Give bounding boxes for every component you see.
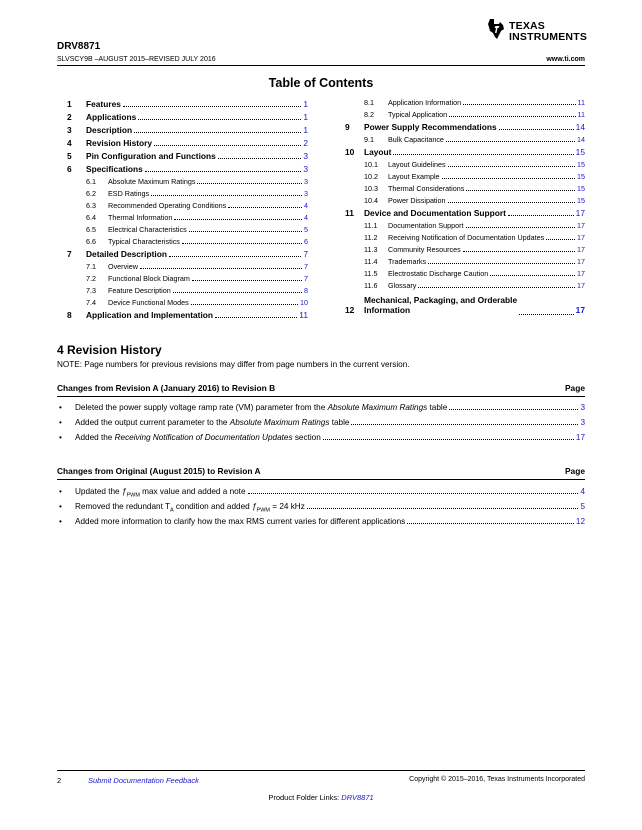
dot-leader xyxy=(448,160,575,167)
toc-entry-page-link[interactable]: 3 xyxy=(304,177,308,186)
toc-entry[interactable] xyxy=(67,164,308,175)
change-page-link[interactable]: 3 xyxy=(580,418,585,427)
dot-leader xyxy=(449,110,575,117)
change-item xyxy=(57,487,585,499)
toc-entry-number: 3 xyxy=(67,125,72,135)
toc-entry-number: 9.1 xyxy=(364,135,374,144)
change-text xyxy=(75,517,405,526)
change-page-link[interactable]: 4 xyxy=(580,487,585,496)
toc-entry-number: 8 xyxy=(67,310,72,320)
toc-entry-number: 7.2 xyxy=(86,274,96,283)
toc-entry[interactable] xyxy=(345,147,585,158)
toc-entry[interactable] xyxy=(345,208,585,219)
toc-entry-page-link[interactable]: 3 xyxy=(303,151,308,161)
toc-entry-page-link[interactable]: 3 xyxy=(303,164,308,174)
change-page-link[interactable]: 5 xyxy=(580,502,585,511)
dot-leader xyxy=(182,237,302,244)
product-folder-label: Product Folder Links: xyxy=(268,793,342,802)
dot-leader xyxy=(448,196,575,203)
toc-entry-number: 6.5 xyxy=(86,225,96,234)
toc-entry-page-link[interactable]: 17 xyxy=(577,257,585,266)
toc-entry[interactable] xyxy=(86,286,308,297)
toc-entry-number: 7.1 xyxy=(86,262,96,271)
toc-entry[interactable] xyxy=(67,249,308,260)
toc-entry-label: Features xyxy=(86,99,121,109)
dot-leader xyxy=(466,221,575,228)
dot-leader xyxy=(393,148,573,155)
dot-leader xyxy=(134,126,301,133)
toc-entry-number: 5 xyxy=(67,151,72,161)
toc-entry-label: Description xyxy=(86,125,133,135)
revision-line: SLVSCY9B –AUGUST 2015–REVISED JULY 2016 xyxy=(57,56,216,63)
change-page-link[interactable]: 3 xyxy=(580,403,585,412)
toc-entry-number: 11 xyxy=(345,208,354,218)
toc-entry-label: Functional Block Diagram xyxy=(108,274,190,283)
toc-entry-page-link[interactable]: 17 xyxy=(577,221,585,230)
toc-entry-label: Layout Guidelines xyxy=(388,160,446,169)
toc-entry-page-link[interactable]: 15 xyxy=(577,196,585,205)
toc-entry[interactable] xyxy=(345,122,585,133)
toc-entry-label: Typical Application xyxy=(388,110,448,119)
toc-entry-page-link[interactable]: 15 xyxy=(577,172,585,181)
toc-entry-number: 6.6 xyxy=(86,237,96,246)
toc-entry[interactable] xyxy=(364,172,585,183)
change-item xyxy=(57,517,585,529)
product-folder-links xyxy=(0,793,642,802)
toc-entry-number: 11.2 xyxy=(364,233,378,242)
toc-entry[interactable] xyxy=(364,257,585,268)
toc-entry-number: 9 xyxy=(345,122,350,132)
change-text xyxy=(75,487,246,499)
dot-leader xyxy=(197,177,302,184)
toc-entry[interactable] xyxy=(364,110,585,121)
changes-heading-text: Changes from Revision A (January 2016) to Revision B xyxy=(57,383,276,393)
dot-leader xyxy=(228,201,302,208)
toc-entry[interactable] xyxy=(86,201,308,212)
toc-entry[interactable] xyxy=(364,160,585,171)
toc-entry-label: Specifications xyxy=(86,164,143,174)
toc-entry-number: 6.1 xyxy=(86,177,96,186)
toc-entry-label: Absolute Maximum Ratings xyxy=(108,177,196,186)
dot-leader xyxy=(490,269,575,276)
dot-leader xyxy=(145,165,302,172)
toc-entry-page-link[interactable]: 2 xyxy=(303,138,308,148)
toc-entry-page-link[interactable]: 15 xyxy=(577,184,585,193)
toc-entry-page-link[interactable]: 17 xyxy=(577,269,585,278)
toc-entry-page-link[interactable]: 7 xyxy=(304,262,308,271)
toc-entry-number: 11.5 xyxy=(364,269,378,278)
changes-heading-a xyxy=(57,466,585,476)
changes-divider xyxy=(57,396,585,397)
changes-heading-b xyxy=(57,383,585,393)
toc-entry-page-link[interactable]: 7 xyxy=(303,249,308,259)
toc-entry-page-link[interactable]: 17 xyxy=(577,281,585,290)
toc-entry[interactable] xyxy=(86,274,308,285)
toc-entry-page-link[interactable]: 8 xyxy=(304,286,308,295)
section-title: 4 Revision History xyxy=(57,343,162,357)
product-folder-link[interactable]: DRV8871 xyxy=(341,793,374,802)
toc-entry-page-link[interactable]: 14 xyxy=(577,135,585,144)
toc-entry-page-link[interactable]: 1 xyxy=(303,99,308,109)
toc-entry-page-link[interactable]: 3 xyxy=(304,189,308,198)
toc-entry-number: 6.3 xyxy=(86,201,96,210)
toc-entry-page-link[interactable]: 15 xyxy=(575,147,585,157)
toc-entry-label: Recommended Operating Conditions xyxy=(108,201,227,210)
dot-leader xyxy=(351,418,578,425)
change-text-emphasis: Absolute Maximum Ratings xyxy=(229,418,330,427)
toc-entry[interactable] xyxy=(67,125,308,136)
toc-entry-page-link[interactable]: 4 xyxy=(304,213,308,222)
toc-entry-page-link[interactable]: 14 xyxy=(575,122,585,132)
toc-entry-page-link[interactable]: 17 xyxy=(575,208,585,218)
toc-entry-number: 8.2 xyxy=(364,110,374,119)
dot-leader xyxy=(463,98,575,105)
change-item xyxy=(57,502,585,514)
toc-entry-number: 6 xyxy=(67,164,72,174)
changes-page-label: Page xyxy=(564,466,585,476)
toc-entry-label-line1: Mechanical, Packaging, and Orderable xyxy=(364,295,518,305)
dot-leader xyxy=(449,403,578,410)
toc-entry-page-link[interactable]: 5 xyxy=(304,225,308,234)
toc-entry[interactable] xyxy=(345,293,585,315)
logo-text-instruments: INSTRUMENTS xyxy=(509,31,588,43)
dot-leader xyxy=(154,139,301,146)
toc-entry[interactable] xyxy=(86,177,308,188)
change-text xyxy=(75,502,305,514)
toc-entry[interactable] xyxy=(86,213,308,224)
toc-entry-page-link[interactable]: 17 xyxy=(577,233,585,242)
change-text-part: section xyxy=(292,433,321,442)
toc-entry-number: 11.6 xyxy=(364,281,378,290)
toc-entry-label: Application Information xyxy=(388,98,462,107)
toc-entry-page-link[interactable]: 11 xyxy=(577,110,585,119)
dot-leader xyxy=(215,311,297,318)
toc-entry-label: Power Supply Recommendations xyxy=(364,122,497,132)
toc-entry-number: 10 xyxy=(345,147,355,157)
changes-divider xyxy=(57,479,585,480)
toc-entry[interactable] xyxy=(67,112,308,123)
change-text-part: Added the xyxy=(75,433,115,442)
toc-entry-page-link[interactable]: 4 xyxy=(304,201,308,210)
dot-leader xyxy=(191,298,298,305)
toc-entry-number: 7.3 xyxy=(86,286,96,295)
toc-entry-label-line2: Information xyxy=(364,305,411,315)
dot-leader xyxy=(192,274,302,281)
toc-entry[interactable] xyxy=(67,138,308,149)
toc-entry-page-link[interactable]: 15 xyxy=(577,160,585,169)
toc-entry-label: Receiving Notification of Documentation Updates xyxy=(388,233,545,242)
toc-entry[interactable] xyxy=(364,281,585,292)
dot-leader xyxy=(218,152,302,159)
change-text-part: table xyxy=(427,403,448,412)
dot-leader xyxy=(499,123,574,130)
bullet: • xyxy=(59,433,62,442)
texas-state-icon xyxy=(487,18,505,40)
toc-entry-label: Documentation Support xyxy=(388,221,464,230)
toc-entry-label: Thermal Considerations xyxy=(388,184,465,193)
footer-divider xyxy=(57,770,585,771)
toc-entry-page-link[interactable]: 11 xyxy=(577,98,585,107)
toc-entry-label: Electrical Characteristics xyxy=(108,225,187,234)
bullet: • xyxy=(59,487,62,496)
logo-text-texas: TEXAS xyxy=(509,20,546,32)
dot-leader xyxy=(138,113,301,120)
toc-entry-number: 11.3 xyxy=(364,245,378,254)
toc-entry-label xyxy=(364,295,517,315)
change-text xyxy=(75,403,447,412)
toc-entry-label: Layout xyxy=(364,147,392,157)
toc-entry-label: Trademarks xyxy=(388,257,427,266)
toc-entry-page-link[interactable]: 1 xyxy=(303,112,308,122)
toc-entry-label: Device Functional Modes xyxy=(108,298,189,307)
dot-leader xyxy=(418,281,575,288)
dot-leader xyxy=(140,262,302,269)
toc-entry[interactable] xyxy=(364,233,585,244)
toc-entry[interactable] xyxy=(67,99,308,110)
toc-entry-label: Glossary xyxy=(388,281,417,290)
toc-entry-label: Pin Configuration and Functions xyxy=(86,151,216,161)
toc-entry-number: 10.2 xyxy=(364,172,378,181)
toc-entry[interactable] xyxy=(86,262,308,273)
dot-leader xyxy=(173,286,302,293)
change-text-part: Added more information to clarify how the max RMS current varies for different applications xyxy=(75,517,406,526)
change-text xyxy=(75,433,321,442)
dot-leader xyxy=(428,257,575,264)
toc-entry-label: Device and Documentation Support xyxy=(364,208,506,218)
toc-entry-number: 11.1 xyxy=(364,221,378,230)
dot-leader xyxy=(466,184,575,191)
change-text-part: Removed the redundant T xyxy=(75,502,170,511)
toc-entry[interactable] xyxy=(364,269,585,280)
toc-entry-number: 4 xyxy=(67,138,72,148)
toc-entry[interactable] xyxy=(364,98,585,109)
toc-entry-number: 11.4 xyxy=(364,257,378,266)
dot-leader xyxy=(189,225,302,232)
toc-entry-number: 10.4 xyxy=(364,196,378,205)
change-text-part: = 24 kHz xyxy=(269,502,305,511)
dot-leader xyxy=(174,213,302,220)
changes-page-label: Page xyxy=(564,383,585,393)
toc-title: Table of Contents xyxy=(268,76,374,90)
change-item xyxy=(57,433,585,445)
toc-entry-label: Applications xyxy=(86,112,137,122)
bullet: • xyxy=(59,403,62,412)
dot-leader xyxy=(323,433,574,440)
toc-entry-page-link[interactable]: 10 xyxy=(300,298,308,307)
subscript: PWM xyxy=(256,507,270,514)
toc-entry[interactable] xyxy=(364,184,585,195)
change-text-part: Added the output current parameter to the xyxy=(75,418,230,427)
doc-number: DRV8871 xyxy=(57,41,101,52)
toc-entry-number: 6.4 xyxy=(86,213,96,222)
toc-entry[interactable] xyxy=(67,310,308,321)
toc-entry-label: Typical Characteristics xyxy=(108,237,180,246)
change-text-part: condition and added xyxy=(173,502,252,511)
toc-entry[interactable] xyxy=(86,298,308,309)
toc-entry-label: Thermal Information xyxy=(108,213,173,222)
toc-entry-label: Application and Implementation xyxy=(86,310,214,320)
toc-entry-number: 10.1 xyxy=(364,160,378,169)
dot-leader xyxy=(248,487,579,494)
toc-entry-label: Community Resources xyxy=(388,245,461,254)
dot-leader xyxy=(307,502,579,509)
toc-entry[interactable] xyxy=(67,151,308,162)
change-text-emphasis: Absolute Maximum Ratings xyxy=(327,403,428,412)
revision-note: NOTE: Page numbers for previous revisions may differ from page numbers in the current version. xyxy=(57,360,410,369)
toc-entry-page-link[interactable]: 11 xyxy=(299,310,308,320)
bullet: • xyxy=(59,517,62,526)
toc-entry-number: 12 xyxy=(345,305,355,315)
dot-leader xyxy=(519,308,574,315)
dot-leader xyxy=(546,233,575,240)
dot-leader xyxy=(442,172,575,179)
toc-entry-page-link[interactable]: 6 xyxy=(304,237,308,246)
change-text-part: Deleted the power supply voltage ramp rate (VM) parameter from the xyxy=(75,403,328,412)
toc-entry-page-link[interactable]: 1 xyxy=(303,125,308,135)
dot-leader xyxy=(463,245,575,252)
subscript: PWM xyxy=(126,492,140,499)
toc-entry[interactable] xyxy=(86,189,308,200)
website-link[interactable]: www.ti.com xyxy=(546,56,585,63)
copyright-text: Copyright © 2015–2016, Texas Instruments Incorporated xyxy=(409,776,585,783)
toc-entry-number: 7 xyxy=(67,249,72,259)
page-number: 2 xyxy=(57,776,62,785)
toc-entry-page-link[interactable]: 17 xyxy=(577,245,585,254)
dot-leader xyxy=(508,209,574,216)
toc-entry-number: 8.1 xyxy=(364,98,374,107)
toc-entry-page-link[interactable]: 7 xyxy=(304,274,308,283)
change-page-link[interactable]: 12 xyxy=(575,517,585,526)
toc-entry[interactable] xyxy=(86,237,308,248)
dot-leader xyxy=(151,189,302,196)
toc-entry[interactable] xyxy=(364,196,585,207)
changes-heading-text: Changes from Original (August 2015) to Revision A xyxy=(57,466,261,476)
toc-entry-label: Revision History xyxy=(86,138,153,148)
toc-entry-label: Detailed Description xyxy=(86,249,167,259)
bullet: • xyxy=(59,502,62,511)
toc-entry-label: Feature Description xyxy=(108,286,171,295)
toc-entry[interactable] xyxy=(364,135,585,146)
toc-entry-label: Electrostatic Discharge Caution xyxy=(388,269,489,278)
dot-leader xyxy=(169,250,301,257)
change-text-emphasis: Receiving Notification of Documentation Updates xyxy=(114,433,293,442)
toc-entry-label: ESD Ratings xyxy=(108,189,150,198)
toc-entry-number: 7.4 xyxy=(86,298,96,307)
toc-entry[interactable] xyxy=(86,225,308,236)
dot-leader xyxy=(123,100,301,107)
toc-entry[interactable] xyxy=(364,245,585,256)
toc-entry[interactable] xyxy=(364,221,585,232)
dot-leader xyxy=(446,135,575,142)
change-text-part: table xyxy=(329,418,350,427)
frequency-symbol: ƒ xyxy=(121,487,127,496)
toc-entry-number: 2 xyxy=(67,112,72,122)
change-text-part: max value and added a note xyxy=(139,487,246,496)
toc-entry-label: Layout Example xyxy=(388,172,440,181)
frequency-symbol: ƒ xyxy=(251,502,257,511)
toc-entry-page-link[interactable]: 17 xyxy=(575,305,585,315)
change-item xyxy=(57,418,585,430)
toc-entry-number: 6.2 xyxy=(86,189,96,198)
header-divider xyxy=(57,65,585,66)
change-text-part: Updated the xyxy=(75,487,122,496)
change-item xyxy=(57,403,585,415)
bullet: • xyxy=(59,418,62,427)
ti-logo xyxy=(487,18,587,44)
toc-entry-label: Overview xyxy=(108,262,138,271)
change-page-link[interactable]: 17 xyxy=(575,433,585,442)
toc-entry-label: Bulk Capacitance xyxy=(388,135,444,144)
toc-entry-number: 10.3 xyxy=(364,184,378,193)
toc-entry-number: 1 xyxy=(67,99,72,109)
submit-feedback-link[interactable]: Submit Documentation Feedback xyxy=(88,776,199,785)
change-text xyxy=(75,418,349,427)
subscript: A xyxy=(169,507,174,514)
dot-leader xyxy=(407,517,574,524)
toc-entry-label: Power Dissipation xyxy=(388,196,446,205)
